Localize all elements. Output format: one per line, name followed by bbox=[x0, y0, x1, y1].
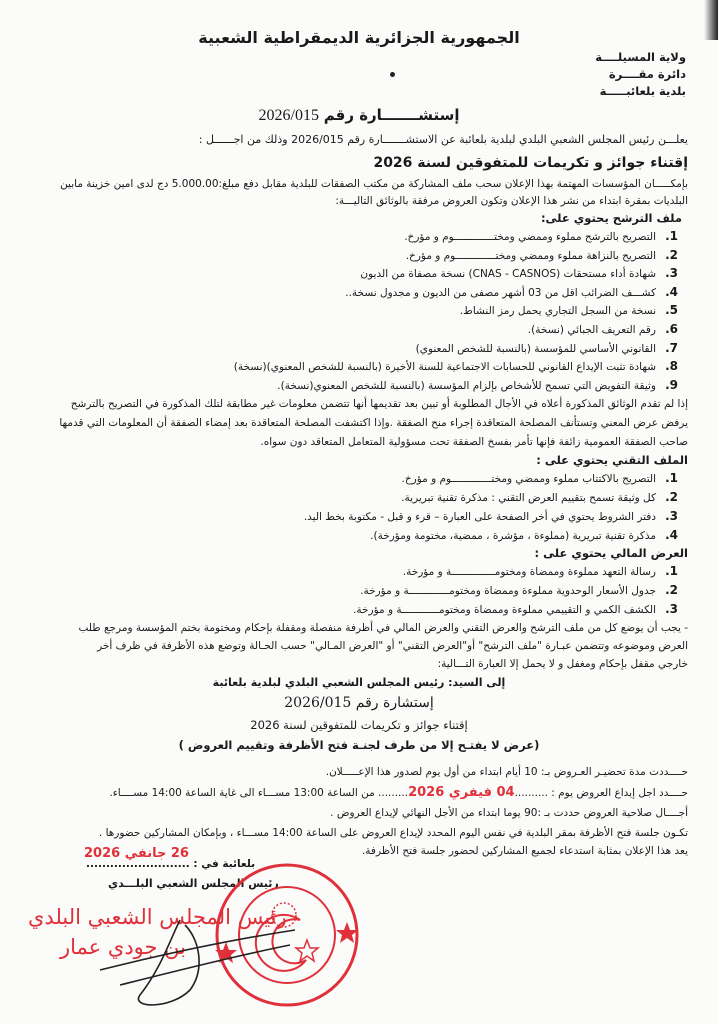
item-text: شهادة أداء مستحقات (CNAS - CASNOS) نسخة مصفاة من الديون bbox=[360, 268, 656, 281]
envelope-recipient: إلى السيد: رئيس المجلس الشعبي البلدي لبلدية بلعائبة bbox=[212, 676, 506, 689]
deposit-date-stamp: 04 فيفري 2026 bbox=[408, 785, 515, 800]
item-text: رقم التعريف الجبائي (نسخة). bbox=[527, 324, 656, 336]
intro-line: يعلـــن رئيس المجلس الشعبي البلدي لبلدية بلعائبة عن الاستشـــــــارة رقم 2026/015 وذلك من اجــــــل : bbox=[198, 133, 688, 146]
technical-item bbox=[34, 527, 678, 544]
candidature-heading: ملف الترشح يحتوي على: bbox=[540, 211, 682, 225]
item-number: 1. bbox=[665, 471, 678, 485]
envelope-line: - يجب أن يوضع كل من ملف الترشح والعرض التقني والعرض المالي في أظرفة منفصلة ومقفلة بإحكام ومختومة بختم المؤسسة ومرجع طلب bbox=[78, 622, 688, 634]
envelope-line: العرض وموضوعه وتتضمن عبـارة "ملف الترشح" أو"العرض التقني" أو "العرض المـالي" حسب الحـالة وتوضع هذه الأظرفة في ظرف أخر bbox=[97, 640, 688, 652]
warning-line: صاحب الصفقة العمومية زائفة فإنها تأمر بفسخ الصفقة تحت مسؤولية المتعامل المتعاقد دون سواه. bbox=[260, 436, 688, 448]
financial-item bbox=[34, 563, 678, 580]
summons-line: يعد هذا الإعلان بمثابة استدعاء لجميع المشاركين لحضور جلسة فتح الأظرفة. bbox=[361, 845, 688, 857]
item-number: 2. bbox=[665, 247, 678, 262]
signatory-stamp-name: بن جودي عمار bbox=[60, 935, 187, 959]
prep-deadline: حــــددت مدة تحضيـر العـروض بـ: 10 أيام ابتداء من أول يوم لصدور هذا الإعـــــلان. bbox=[325, 766, 688, 778]
candidature-item bbox=[34, 358, 678, 375]
signatory-title: رئيس المجلس الشعبي البلـــدي bbox=[108, 877, 279, 890]
candidature-item bbox=[34, 247, 678, 264]
commune-label: بلدية بلعائبـــــة bbox=[599, 84, 686, 98]
item-text: جدول الأسعار الوحدوية مملوءة وممضاة ومختومـــــــــــــة و مؤرخة. bbox=[360, 585, 656, 597]
item-number: 2. bbox=[665, 583, 678, 597]
warning-line: إذا لم تقدم الوثائق المذكورة أعلاه في الأجال المطلوبة أو تبين بعد تقديمها أنها تتضمن معلومات غير مطابقة لتلك المذكورة في التصريح بالترشح bbox=[70, 398, 688, 410]
item-number: 3. bbox=[665, 602, 678, 616]
item-text: وثيقة التفويض التي تسمح للأشخاص بإلزام المؤسسة (بالنسبة للشخص المعنوي(نسخة). bbox=[277, 379, 656, 392]
technical-item bbox=[34, 508, 678, 525]
item-number: 3. bbox=[665, 509, 678, 523]
item-number: 4. bbox=[665, 284, 678, 299]
item-number: 5. bbox=[665, 303, 678, 318]
consultation-number: 2026/015 bbox=[258, 107, 319, 124]
item-number: 3. bbox=[665, 266, 678, 281]
signature-place: بلعائبة في : .......................... bbox=[86, 858, 256, 870]
technical-item bbox=[34, 489, 678, 506]
candidature-item bbox=[34, 284, 678, 301]
item-number: 4. bbox=[665, 528, 678, 542]
item-text: التصريح بالنزاهة مملوء وممضي ومختـــــــــــــوم و مؤرخ. bbox=[405, 249, 656, 262]
handwritten-signature bbox=[80, 900, 300, 1010]
item-text: القانوني الأساسي للمؤسسة (بالنسبة للشخص المعنوي) bbox=[415, 342, 656, 355]
technical-heading: الملف التقني يحتوي على : bbox=[536, 453, 688, 467]
item-number: 6. bbox=[665, 322, 678, 336]
item-number: 2. bbox=[665, 490, 678, 504]
consultation-label: إستشـــــــارة رقم bbox=[323, 106, 460, 124]
item-number: 1. bbox=[665, 564, 678, 578]
envelope-subject: إقتناء جوائز و تكريمات للمتفوقين لسنة 2026 bbox=[250, 718, 468, 732]
item-text: كشـــف الضرائب اقل من 03 أشهر مصفى من الديون و مجدول نسخة.. bbox=[345, 286, 656, 299]
technical-item bbox=[34, 470, 678, 487]
item-number: 7. bbox=[665, 340, 678, 355]
envelope-line: خارجي مقفل بإحكام ومغفل و لا يحمل إلا العبارة التـــالية: bbox=[437, 658, 688, 670]
envelope-consultation: إستشارة رقم 2026/015 bbox=[284, 695, 434, 711]
item-text: شهادة تثبت الإيداع القانوني للحسابات الاجتماعية للسنة الأخيرة (بالنسبة للشخص المعنوي)(نسخة) bbox=[233, 361, 656, 374]
deposit-text: ......... من الساعة 13:00 مســـاء الى غاية الساعة 14:00 مســــاء. bbox=[109, 787, 409, 799]
signatory-stamp-title: رئيس المجلس الشعبي البلدي bbox=[28, 905, 287, 929]
validity-line: أجــــال صلاحية العروض حددت بـ :90 يوما ابتداء من الأجل النهائي لإيداع العروض . bbox=[330, 807, 688, 819]
deposit-text: حــــدد اجل إيداع العروض يوم : .......... bbox=[514, 787, 688, 799]
date-stamp: 26 جانفي 2026 bbox=[84, 846, 189, 861]
dot-mark bbox=[390, 72, 395, 77]
subject-heading: إقتناء جوائز و تكريمات للمتفوقين لسنة 2026 bbox=[373, 155, 688, 171]
consultation-title bbox=[0, 106, 718, 125]
item-text: نسخة من السجل التجاري يحمل رمز النشاط. bbox=[459, 305, 656, 318]
envelope-note: (عرض لا يفتـح إلا من طرف لجنـة فتح الأظرفة وتقييم العروض ) bbox=[178, 738, 540, 752]
financial-item bbox=[34, 582, 678, 599]
item-number: 8. bbox=[665, 359, 678, 374]
item-text: الكشف الكمي و التقييمي مملوءة وممضاة ومختومــــــــــــة و مؤرخة. bbox=[353, 604, 656, 616]
candidature-item bbox=[34, 265, 678, 282]
candidature-item bbox=[34, 228, 678, 245]
availability-line: بإمكـــــان المؤسسات المهتمة بهذا الإعلان سحب ملف المشاركة من مكتب الصفقات للبلدية مقابل دفع مبلغ:5.000.00 دج لدى امين خزينة مابين bbox=[60, 178, 688, 190]
availability-line: البلديات بمقرة ابتداء من نشر هذا الإعلان وتكون العروض مرفقة بالوثائق التاليـــة: bbox=[335, 195, 688, 207]
candidature-item bbox=[34, 377, 678, 394]
candidature-item bbox=[34, 302, 678, 319]
candidature-item bbox=[34, 340, 678, 357]
item-text: رسالة التعهد مملوءة وممضاة ومختومــــــــــــــة و مؤرخة. bbox=[402, 566, 656, 578]
item-text: التصريح بالاكتتاب مملوء وممضي ومختـــــــــــــوم و مؤرخ. bbox=[401, 473, 656, 485]
daira-label: دائرة مقــــرة bbox=[608, 67, 686, 81]
warning-line: يرفض عرض المعني وتستأنف المصلحة المتعاقدة إجراء منح الصفقة .وإذا اكتشفت المصلحة المتعاقدة بعد إمضاء الصفقة أن المعلومات التي قدمها bbox=[59, 417, 688, 429]
item-text: مذكرة تقنية تبريرية (مملوءة ، مؤشرة ، ممضية، مختومة ومؤرخة). bbox=[370, 530, 656, 542]
republic-title: الجمهورية الجزائرية الديمقراطية الشعبية bbox=[198, 28, 520, 47]
item-number: 9. bbox=[665, 377, 678, 392]
item-number: 1. bbox=[665, 229, 678, 243]
item-text: التصريح بالترشح مملوء وممضي ومختـــــــــــــوم و مؤرخ. bbox=[404, 231, 656, 243]
item-text: دفتر الشروط يحتوي في أخر الصفحة على العبارة – قرء و قبل - مكتوبة بخط اليد. bbox=[303, 511, 656, 523]
opening-line: تكـون جلسة فتح الأظرفة بمقر البلدية في نفس اليوم المحدد لإيداع العروض على الساعة 14:00 مســـاء ، وبإمكان المشاركين حضورها . bbox=[98, 827, 688, 839]
deposit-deadline bbox=[34, 785, 688, 801]
financial-heading: العرض المالي يحتوي على : bbox=[534, 546, 688, 560]
item-text: كل وثيقة تسمح بتقييم العرض التقني : مذكرة تقنية تبريرية. bbox=[401, 492, 656, 504]
candidature-item bbox=[34, 321, 678, 338]
wilaya-label: ولاية المسيلــــة bbox=[595, 50, 686, 64]
financial-item bbox=[34, 601, 678, 618]
